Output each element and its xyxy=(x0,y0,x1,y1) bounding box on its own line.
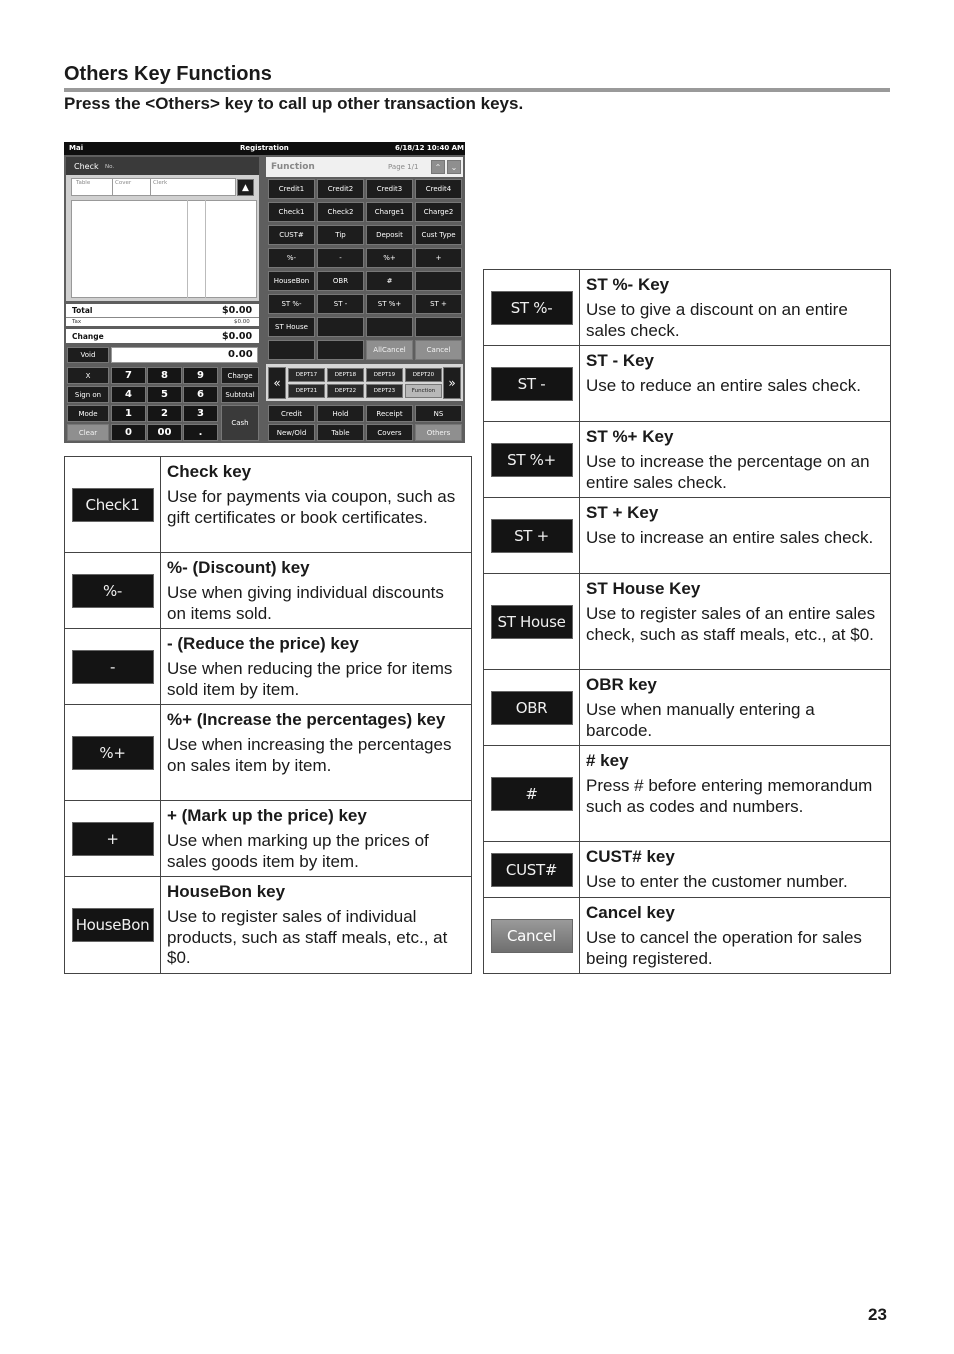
section-subtitle: Press the <Others> key to call up other transaction keys. xyxy=(64,94,524,113)
key-row-st-plus xyxy=(484,498,891,574)
pos-operator: Mai xyxy=(69,144,84,152)
bottom-key-covers[interactable]: Covers xyxy=(366,424,413,441)
function-key-minus[interactable]: - xyxy=(317,248,364,268)
function-key-st-pct-minus[interactable]: ST %- xyxy=(268,294,315,314)
key-button-housebon: HouseBon xyxy=(72,908,154,942)
function-key-hash[interactable]: # xyxy=(366,271,413,291)
key-button-check1: Check1 xyxy=(72,488,154,522)
pos-mode-title: Registration xyxy=(240,144,289,152)
function-key-check2[interactable]: Check2 xyxy=(317,202,364,222)
left-key-table xyxy=(64,456,472,974)
x-key[interactable]: X xyxy=(67,367,109,384)
function-key-blank-7-1[interactable] xyxy=(317,340,364,360)
function-key-charge1[interactable]: Charge1 xyxy=(366,202,413,222)
dept-key-dept20[interactable]: DEPT20 xyxy=(405,368,442,382)
function-key-check1[interactable]: Check1 xyxy=(268,202,315,222)
key-title: - (Reduce the price) key xyxy=(167,634,359,653)
key-description-cell xyxy=(580,346,891,422)
function-key-obr[interactable]: OBR xyxy=(317,271,364,291)
key-button-pct-plus: %+ xyxy=(72,736,154,770)
key-row-st-pct-plus xyxy=(484,422,891,498)
key-title: %+ (Increase the percentages) key xyxy=(167,710,446,729)
key-description-cell xyxy=(580,422,891,498)
function-key-blank-6-1[interactable] xyxy=(317,317,364,337)
digit-7-key[interactable]: 7 xyxy=(111,367,146,384)
digit-2-key[interactable]: 2 xyxy=(147,405,182,422)
key-description-cell xyxy=(161,877,472,974)
key-description-cell xyxy=(161,705,472,801)
digit-9-key[interactable]: 9 xyxy=(183,367,218,384)
function-key-blank-4-3[interactable] xyxy=(415,271,462,291)
function-key-credit1[interactable]: Credit1 xyxy=(268,179,315,199)
key-image-cell xyxy=(65,705,161,801)
key-image-cell xyxy=(484,422,580,498)
key-image-cell xyxy=(484,842,580,898)
function-key-st-plus[interactable]: ST + xyxy=(415,294,462,314)
key-title: # key xyxy=(586,751,629,770)
key-button-st-plus: ST + xyxy=(491,519,573,553)
key-row-pct-minus xyxy=(65,553,472,629)
key-row-st-pct-minus xyxy=(484,270,891,346)
check-col-table: Table xyxy=(76,180,91,186)
key-button-cancel: Cancel xyxy=(491,919,573,953)
key-title: Check key xyxy=(167,462,252,481)
dept-key-dept22[interactable]: DEPT22 xyxy=(327,384,364,398)
cash-key[interactable]: Cash xyxy=(221,405,259,441)
key-image-cell xyxy=(484,346,580,422)
function-key-st-house[interactable]: ST House xyxy=(268,317,315,337)
digit-4-key[interactable]: 4 xyxy=(111,386,146,403)
key-row-custhash xyxy=(484,842,891,898)
function-key-pct-minus[interactable]: %- xyxy=(268,248,315,268)
page-up-icon[interactable]: ⌃ xyxy=(431,160,445,174)
bottom-key-hold[interactable]: Hold xyxy=(317,405,364,422)
key-image-cell xyxy=(65,457,161,553)
key-title: ST %+ Key xyxy=(586,427,674,446)
key-description: Use when manually entering a barcode. xyxy=(586,700,815,740)
key-description-cell xyxy=(161,553,472,629)
key-description: Use to register sales of an entire sales check, such as staff meals, etc., at $0. xyxy=(586,604,876,644)
key-description-cell xyxy=(580,498,891,574)
function-key-blank-6-3[interactable] xyxy=(415,317,462,337)
key-description: Press # before entering memorandum such as codes and numbers. xyxy=(586,776,873,816)
key-description-cell xyxy=(580,898,891,974)
key-button-st-house: ST House xyxy=(491,605,573,639)
digit-1-key[interactable]: 1 xyxy=(111,405,146,422)
key-button-minus: - xyxy=(72,650,154,684)
digit-3-key[interactable]: 3 xyxy=(183,405,218,422)
key-description: Use when giving individual discounts on items sold. xyxy=(167,583,444,623)
key-description: Use to increase an entire sales check. xyxy=(586,528,874,547)
function-key-pct-plus[interactable]: %+ xyxy=(366,248,413,268)
decimal-point-key[interactable]: . xyxy=(183,424,218,441)
pos-screenshot xyxy=(64,142,465,443)
bottom-key-ns[interactable]: NS xyxy=(415,405,462,422)
key-button-st: ST - xyxy=(491,367,573,401)
pos-top-bar xyxy=(64,142,465,155)
key-image-cell xyxy=(484,270,580,346)
mode-key[interactable]: Mode xyxy=(67,405,109,422)
function-key-blank-7-0[interactable] xyxy=(268,340,315,360)
key-row-st xyxy=(484,346,891,422)
key-row-cancel xyxy=(484,898,891,974)
key-description: Use to register sales of individual products, such as staff meals, etc., at $0. xyxy=(167,907,448,967)
key-row-plus xyxy=(65,801,472,877)
dept-key-dept19[interactable]: DEPT19 xyxy=(366,368,403,382)
function-key-housebon[interactable]: HouseBon xyxy=(268,271,315,291)
key-description: Use to increase the percentage on an entire sales check. xyxy=(586,452,870,492)
key-description-cell xyxy=(161,457,472,553)
function-key-credit3[interactable]: Credit3 xyxy=(366,179,413,199)
key-row-hash xyxy=(484,746,891,842)
key-button-pct-minus: %- xyxy=(72,574,154,608)
key-row-housebon xyxy=(65,877,472,974)
function-key-charge2[interactable]: Charge2 xyxy=(415,202,462,222)
charge-key[interactable]: Charge xyxy=(221,367,259,384)
key-row-st-house xyxy=(484,574,891,670)
dept-key-dept18[interactable]: DEPT18 xyxy=(327,368,364,382)
key-button-custhash: CUST# xyxy=(491,853,573,887)
dept-next-icon[interactable]: » xyxy=(443,367,461,399)
digit-00-key[interactable]: 00 xyxy=(147,424,182,441)
key-title: Cancel key xyxy=(586,903,675,922)
bottom-key-others[interactable]: Others xyxy=(415,424,462,441)
total-value: $0.00 xyxy=(222,305,253,316)
key-image-cell xyxy=(65,877,161,974)
key-title: + (Mark up the price) key xyxy=(167,806,367,825)
function-key-tip[interactable]: Tip xyxy=(317,225,364,245)
check-items-list[interactable] xyxy=(71,200,257,298)
dept-prev-icon[interactable]: « xyxy=(268,367,286,399)
key-image-cell xyxy=(484,670,580,746)
function-key-st[interactable]: ST - xyxy=(317,294,364,314)
digit-8-key[interactable]: 8 xyxy=(147,367,182,384)
key-image-cell xyxy=(484,746,580,842)
dept-key-dept21[interactable]: DEPT21 xyxy=(288,384,325,398)
key-image-cell xyxy=(484,898,580,974)
key-description: Use to enter the customer number. xyxy=(586,872,848,891)
tax-value: $0.00 xyxy=(234,319,250,325)
change-label: Change xyxy=(72,332,104,341)
key-button-obr: OBR xyxy=(491,691,573,725)
function-key-credit2[interactable]: Credit2 xyxy=(317,179,364,199)
key-title: ST - Key xyxy=(586,351,655,370)
subtotal-key[interactable]: Subtotal xyxy=(221,386,259,403)
key-row-minus xyxy=(65,629,472,705)
key-row-check1 xyxy=(65,457,472,553)
bottom-key-credit[interactable]: Credit xyxy=(268,405,315,422)
key-row-pct-plus xyxy=(65,705,472,801)
key-button-st-pct-minus: ST %- xyxy=(491,291,573,325)
function-key-plus[interactable]: + xyxy=(415,248,462,268)
key-title: OBR key xyxy=(586,675,657,694)
key-title: CUST# key xyxy=(586,847,675,866)
dept-key-dept23[interactable]: DEPT23 xyxy=(366,384,403,398)
digit-5-key[interactable]: 5 xyxy=(147,386,182,403)
key-title: HouseBon key xyxy=(167,882,286,901)
key-image-cell xyxy=(484,574,580,670)
check-title: Check xyxy=(74,162,99,171)
key-image-cell xyxy=(65,801,161,877)
section-rule xyxy=(64,88,890,92)
section-title: Others Key Functions xyxy=(64,63,272,85)
change-value: $0.00 xyxy=(222,331,253,342)
key-description: Use when increasing the percentages on sales item by item. xyxy=(167,735,452,775)
void-key[interactable]: Void xyxy=(67,347,109,363)
key-description-cell xyxy=(580,746,891,842)
key-description: Use to reduce an entire sales check. xyxy=(586,376,861,395)
tax-label: Tax xyxy=(72,319,82,325)
clear-key[interactable]: Clear xyxy=(67,424,109,441)
entry-display-value: 0.00 xyxy=(228,349,253,360)
dept-key-dept17[interactable]: DEPT17 xyxy=(288,368,325,382)
key-description-cell xyxy=(161,629,472,705)
function-key-blank-6-2[interactable] xyxy=(366,317,413,337)
check-col-cover: Cover xyxy=(115,180,132,186)
check-col-clerk: Clerk xyxy=(153,180,168,186)
key-button-hash: # xyxy=(491,777,573,811)
function-title: Function xyxy=(271,162,315,172)
key-title: %- (Discount) key xyxy=(167,558,310,577)
key-description: Use when marking up the prices of sales goods item by item. xyxy=(167,831,429,871)
function-key-cust-type[interactable]: Cust Type xyxy=(415,225,462,245)
key-description: Use for payments via coupon, such as gift certificates or book certificates. xyxy=(167,487,456,527)
page-number: 23 xyxy=(868,1305,887,1324)
key-image-cell xyxy=(484,498,580,574)
key-description: Use to cancel the operation for sales being registered. xyxy=(586,928,862,968)
dept-key-function[interactable]: Function xyxy=(405,384,442,398)
key-title: ST House Key xyxy=(586,579,701,598)
bottom-key-table[interactable]: Table xyxy=(317,424,364,441)
key-button-st-pct-plus: ST %+ xyxy=(491,443,573,477)
key-description-cell xyxy=(580,270,891,346)
key-description-cell xyxy=(580,842,891,898)
key-description-cell xyxy=(161,801,472,877)
key-image-cell xyxy=(65,553,161,629)
digit-6-key[interactable]: 6 xyxy=(183,386,218,403)
sign-on-key[interactable]: Sign on xyxy=(67,386,109,403)
function-key-st-pct-plus[interactable]: ST %+ xyxy=(366,294,413,314)
key-image-cell xyxy=(65,629,161,705)
key-title: ST %- Key xyxy=(586,275,670,294)
bottom-key-new-old[interactable]: New/Old xyxy=(268,424,315,441)
function-key-allcancel[interactable]: AllCancel xyxy=(366,340,413,360)
page-down-icon[interactable]: ⌄ xyxy=(447,160,461,174)
check-number-label: No. xyxy=(105,164,115,170)
check-scroll-up-icon[interactable]: ▲ xyxy=(237,179,254,196)
function-key-cancel[interactable]: Cancel xyxy=(415,340,462,360)
bottom-key-receipt[interactable]: Receipt xyxy=(366,405,413,422)
key-row-obr xyxy=(484,670,891,746)
pos-datetime: 6/18/12 10:40 AM xyxy=(395,144,465,152)
key-description-cell xyxy=(580,670,891,746)
function-key-deposit[interactable]: Deposit xyxy=(366,225,413,245)
key-description: Use to give a discount on an entire sales check. xyxy=(586,300,848,340)
digit-0-key[interactable]: 0 xyxy=(111,424,146,441)
total-label: Total xyxy=(72,306,93,315)
function-key-custhash[interactable]: CUST# xyxy=(268,225,315,245)
key-title: ST + Key xyxy=(586,503,659,522)
right-key-table xyxy=(483,269,891,974)
function-key-credit4[interactable]: Credit4 xyxy=(415,179,462,199)
key-description: Use when reducing the price for items sold item by item. xyxy=(167,659,453,699)
function-page: Page 1/1 xyxy=(388,163,419,171)
key-description-cell xyxy=(580,574,891,670)
key-button-plus: + xyxy=(72,822,154,856)
